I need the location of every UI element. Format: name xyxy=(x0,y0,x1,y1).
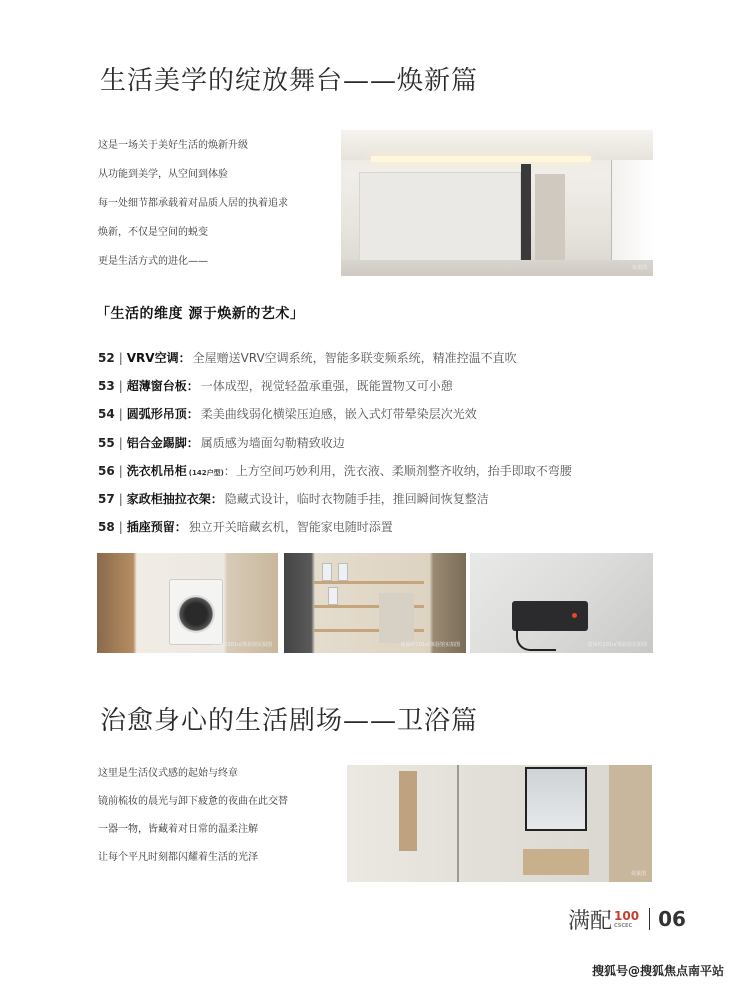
section2-title: 治愈身心的生活剧场——卫浴篇 xyxy=(100,706,479,736)
intro-line: 镜前梳妆的晨光与卸下疲惫的夜曲在此交替 xyxy=(98,796,288,807)
divider xyxy=(649,908,650,930)
watermark: 搜狐号@搜狐焦点南平站 xyxy=(591,964,724,978)
section-quote: 「生活的维度 源于焕新的艺术」 xyxy=(96,306,305,322)
intro-line: 更是生活方式的进化—— xyxy=(98,256,208,267)
intro-line: 每一处细节都承载着对品质人居的执着追求 xyxy=(98,198,288,209)
feature-item: 56 | 洗衣机吊柜 (142户型)：上方空间巧妙利用，洗衣液、柔顺剂整齐收纳，抬手即取不弯腰 xyxy=(98,463,572,478)
intro-line: 焕新，不仅是空间的蜕变 xyxy=(98,227,208,238)
feature-item: 54 | 圆弧形吊顶： 柔美曲线弱化横梁压迫感，嵌入式灯带晕染层次光效 xyxy=(98,407,477,422)
bathroom-render-photo xyxy=(347,765,652,882)
photo-caption: 建面约101㎡体验馆实拍图 xyxy=(212,642,272,648)
photo-caption: 建面约101㎡体验馆实拍图 xyxy=(587,642,647,648)
washing-machine-photo xyxy=(97,553,278,653)
photo-caption: 效果图 xyxy=(631,265,647,271)
photo-caption: 建面约101㎡体验馆实拍图 xyxy=(400,642,460,648)
brand-footer xyxy=(568,904,686,934)
feature-item: 55 | 铝合金踢脚： 属质感为墙面勾勒精致收边 xyxy=(98,435,345,450)
brand-name: 满配 xyxy=(568,908,613,934)
living-room-render-photo xyxy=(341,130,653,276)
storage-shelf-photo xyxy=(284,553,466,653)
section1-title: 生活美学的绽放舞台——焕新篇 xyxy=(100,66,479,96)
wall-socket-photo xyxy=(470,553,653,653)
section2-intro xyxy=(98,768,288,880)
feature-item: 53 | 超薄窗台板： 一体成型，视觉轻盈承重强，既能置物又可小憩 xyxy=(98,379,453,394)
intro-line: 这里是生活仪式感的起始与终章 xyxy=(98,768,238,779)
feature-list xyxy=(98,350,678,547)
page-number: 06 xyxy=(658,907,686,931)
feature-item: 58 | 插座预留： 独立开关暗藏玄机，智能家电随时添置 xyxy=(98,520,393,535)
intro-line: 让每个平凡时刻都闪耀着生活的光泽 xyxy=(98,852,258,863)
intro-line: 这是一场关于美好生活的焕新升级 xyxy=(98,140,248,151)
intro-line: 一器一物，皆藏着对日常的温柔注解 xyxy=(98,824,258,835)
section1-intro xyxy=(98,140,288,285)
feature-item: 52 | VRV空调： 全屋赠送VRV空调系统，智能多联变频系统，精准控温不直吹 xyxy=(98,351,517,365)
brand-logo-icon: 100 CSCEC xyxy=(614,909,640,929)
photo-caption: 效果图 xyxy=(630,871,646,877)
feature-item: 57 | 家政柜抽拉衣架： 隐藏式设计，临时衣物随手挂，推回瞬间恢复整洁 xyxy=(98,491,489,506)
intro-line: 从功能到美学，从空间到体验 xyxy=(98,169,228,180)
